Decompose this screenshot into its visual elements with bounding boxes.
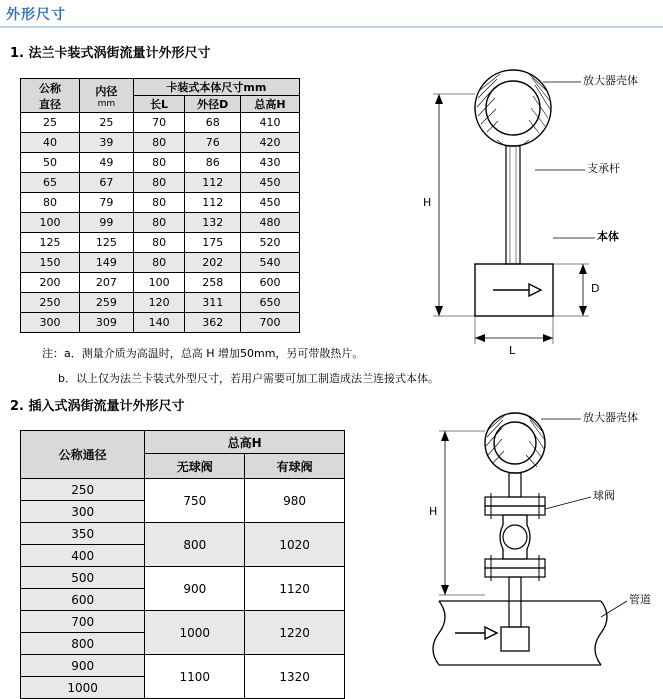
table-row: [21, 479, 345, 501]
table-row: [21, 133, 300, 153]
table1-col-outer-diameter: 外径D: [185, 96, 240, 113]
cell: 39: [80, 133, 134, 153]
label-ball-valve: 球阀: [593, 489, 615, 502]
label-body: 本体: [597, 230, 619, 243]
cell: 410: [240, 113, 299, 133]
cell: 309: [80, 313, 134, 333]
cell: 86: [185, 153, 240, 173]
table-row: [21, 313, 300, 333]
cell: 49: [80, 153, 134, 173]
flange-type-diagram: [405, 60, 663, 370]
cell: 900: [145, 567, 245, 611]
cell: 800: [21, 633, 145, 655]
cell: 68: [185, 113, 240, 133]
cell: 99: [80, 213, 134, 233]
cell: 700: [240, 313, 299, 333]
cell: 25: [21, 113, 80, 133]
cell: 1220: [245, 611, 345, 655]
table1-col-inner-diameter-sub: mm: [97, 98, 116, 109]
table2-header-row-1: [21, 431, 345, 454]
cell: 300: [21, 501, 145, 523]
cell: 175: [185, 233, 240, 253]
cell: 350: [21, 523, 145, 545]
cell: 980: [245, 479, 345, 523]
cell: 1000: [145, 611, 245, 655]
table-row: [21, 253, 300, 273]
page-title: 外形尺寸: [6, 7, 66, 23]
cell: 500: [21, 567, 145, 589]
cell: 400: [21, 545, 145, 567]
cell: 79: [80, 193, 134, 213]
label-dimension-l: L: [509, 344, 516, 357]
cell: 80: [133, 253, 185, 273]
cell: 80: [133, 133, 185, 153]
table1-col-group-body-dimensions: 卡装式本体尺寸mm: [133, 79, 299, 96]
table-row: [21, 611, 345, 633]
cell: 100: [21, 213, 80, 233]
table2-col-with-ball-valve: 有球阀: [245, 454, 345, 479]
table-row: [21, 173, 300, 193]
cell: 125: [21, 233, 80, 253]
insertion-type-diagram: [405, 405, 663, 683]
cell: 150: [21, 253, 80, 273]
table-row: [21, 153, 300, 173]
cell: 420: [240, 133, 299, 153]
cell: 80: [133, 193, 185, 213]
note-b: b．以上仅为法兰卡装式外型尺寸，若用户需要可加工制造成法兰连接式本体。: [58, 372, 439, 385]
cell: 1020: [245, 523, 345, 567]
cell: 540: [240, 253, 299, 273]
table2-col-nominal-bore: 公称通径: [21, 431, 145, 479]
cell: 1000: [21, 677, 145, 699]
cell: 1120: [245, 567, 345, 611]
table1-header-row-1: [21, 79, 300, 96]
table1-col-inner-diameter: [80, 79, 134, 113]
label-amplifier-housing: 放大器壳体: [583, 74, 638, 87]
cell: 1100: [145, 655, 245, 699]
insertion-dimensions-table: [20, 430, 345, 699]
cell: 650: [240, 293, 299, 313]
cell: 258: [185, 273, 240, 293]
cell: 600: [21, 589, 145, 611]
table1-col-nominal-diameter-main: 公称: [39, 81, 62, 95]
label-dimension-h: H: [423, 196, 432, 209]
label-support-rod: 支承杆: [587, 162, 620, 175]
table-row: [21, 233, 300, 253]
cell: 1320: [245, 655, 345, 699]
cell: 800: [145, 523, 245, 567]
cell: 362: [185, 313, 240, 333]
cell: 250: [21, 293, 80, 313]
table-row: [21, 113, 300, 133]
cell: 50: [21, 153, 80, 173]
table1-body: [21, 113, 300, 333]
note-a: 注：a．测量介质为高温时，总高 H 增加50mm，另可带散热片。: [42, 347, 364, 360]
table2-col-group-total-height: 总高H: [145, 431, 345, 454]
cell: 750: [145, 479, 245, 523]
cell: 40: [21, 133, 80, 153]
table-row: [21, 523, 345, 545]
table-row: [21, 567, 345, 589]
cell: 200: [21, 273, 80, 293]
label-pipe: 管道: [629, 593, 651, 606]
cell: 112: [185, 193, 240, 213]
cell: 80: [21, 193, 80, 213]
table2-head: [21, 431, 345, 479]
cell: 80: [133, 173, 185, 193]
cell: 430: [240, 153, 299, 173]
cell: 250: [21, 479, 145, 501]
cell: 100: [133, 273, 185, 293]
table-row: [21, 193, 300, 213]
table2-body: [21, 479, 345, 699]
cell: 125: [80, 233, 134, 253]
cell: 132: [185, 213, 240, 233]
label-amplifier-housing-2: 放大器壳体: [583, 411, 638, 424]
cell: 600: [240, 273, 299, 293]
cell: 65: [21, 173, 80, 193]
insertion-type-drawing: [405, 405, 663, 683]
cell: 202: [185, 253, 240, 273]
title-divider: [0, 26, 663, 28]
label-dimension-h-2: H: [429, 505, 438, 518]
table1-head: [21, 79, 300, 113]
cell: 207: [80, 273, 134, 293]
table2-col-no-ball-valve: 无球阀: [145, 454, 245, 479]
table-row: [21, 655, 345, 677]
cell: 112: [185, 173, 240, 193]
cell: 259: [80, 293, 134, 313]
cell: 700: [21, 611, 145, 633]
cell: 450: [240, 173, 299, 193]
cell: 120: [133, 293, 185, 313]
cell: 480: [240, 213, 299, 233]
cell: 70: [133, 113, 185, 133]
cell: 76: [185, 133, 240, 153]
table-row: [21, 273, 300, 293]
cell: 450: [240, 193, 299, 213]
cell: 311: [185, 293, 240, 313]
table-row: [21, 213, 300, 233]
table1-col-nominal-diameter: [21, 79, 80, 113]
cell: 140: [133, 313, 185, 333]
flange-dimensions-table: [20, 78, 300, 333]
section-1-heading: 1. 法兰卡装式涡街流量计外形尺寸: [10, 46, 211, 61]
flange-type-drawing: [405, 60, 663, 370]
cell: 67: [80, 173, 134, 193]
table1-col-total-height: 总高H: [240, 96, 299, 113]
cell: 25: [80, 113, 134, 133]
cell: 520: [240, 233, 299, 253]
table1-col-inner-diameter-main: 内径: [95, 84, 118, 98]
cell: 80: [133, 233, 185, 253]
cell: 80: [133, 153, 185, 173]
table1-col-nominal-diameter-sub: 直径: [39, 97, 62, 111]
cell: 80: [133, 213, 185, 233]
cell: 900: [21, 655, 145, 677]
section-2-heading: 2. 插入式涡街流量计外形尺寸: [10, 399, 185, 414]
cell: 149: [80, 253, 134, 273]
label-dimension-d: D: [591, 282, 600, 295]
cell: 300: [21, 313, 80, 333]
table-row: [21, 293, 300, 313]
table1-col-length: 长L: [133, 96, 185, 113]
